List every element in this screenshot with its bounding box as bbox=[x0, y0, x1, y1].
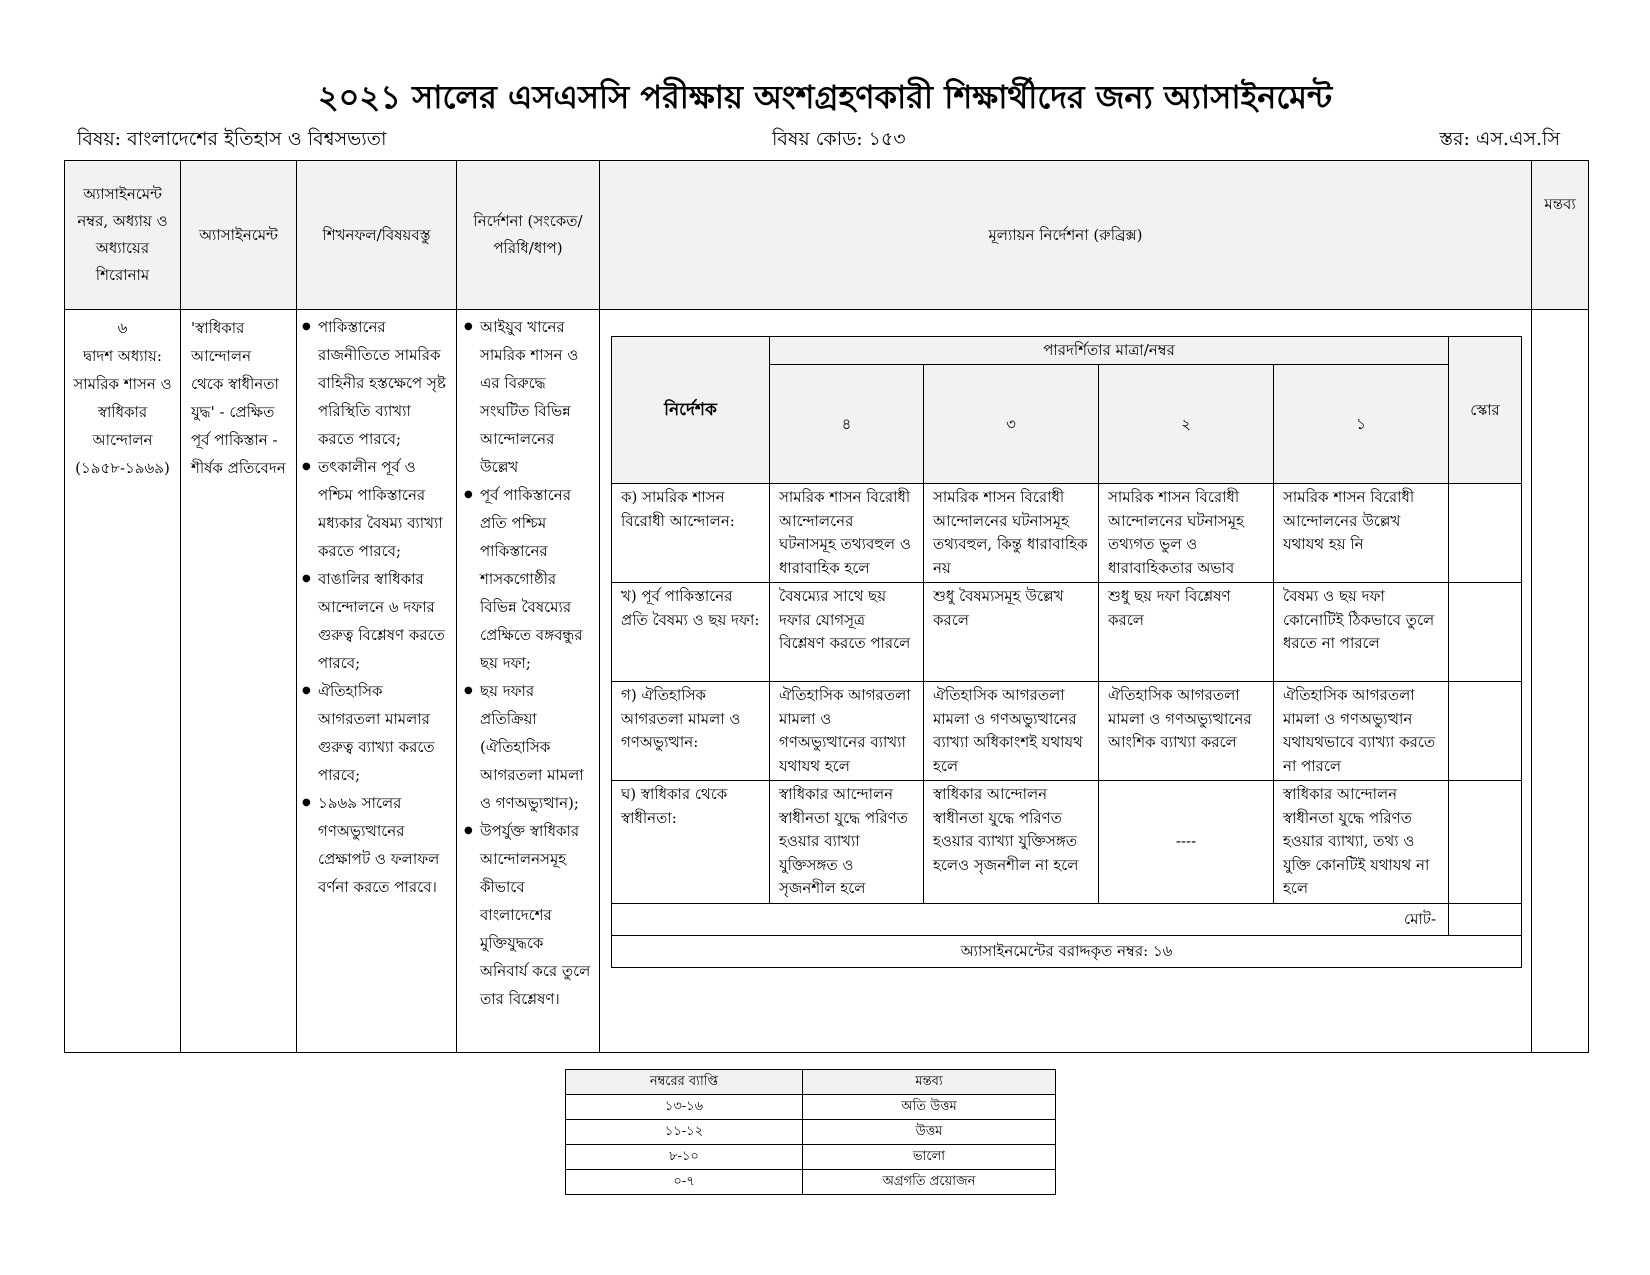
outcomes-cell bbox=[297, 310, 457, 1053]
rubric-cell: ---- bbox=[1099, 781, 1274, 904]
score-range: ০-৭ bbox=[566, 1170, 803, 1195]
instruction-item: ● উপর্যুক্ত স্বাধিকার আন্দোলনসমূহ কীভাবে বাংলাদেশের মুক্তিযুদ্ধকে অনিবার্য করে তুলে তার বিশ্লেষণ। bbox=[462, 817, 592, 1013]
rubric-cell: স্বাধিকার আন্দোলন স্বাধীনতা যুদ্ধে পরিণত হওয়ার ব্যাখ্যা, তথ্য ও যুক্তি কোনটিই যথাযথ না হলে bbox=[1274, 781, 1449, 904]
rubric-cell: সামরিক শাসন বিরোধী আন্দোলনের ঘটনাসমূহ তথ্যবহুল, কিন্তু ধারাবাহিক নয় bbox=[924, 484, 1099, 583]
subject-code-label: বিষয় কোড: ১৫৩ bbox=[772, 128, 906, 150]
rubric-cell: সামরিক শাসন বিরোধী আন্দোলনের ঘটনাসমূহ তথ্যবহুল ও ধারাবাহিক হলে bbox=[770, 484, 924, 583]
rubric-score-cell bbox=[1449, 781, 1522, 904]
rubric-score-cell bbox=[1449, 484, 1522, 583]
rubric-cell: শুধু বৈষম্যসমূহ উল্লেখ করলে bbox=[924, 583, 1099, 682]
rubric-level: ৩ bbox=[924, 365, 1099, 484]
score-remark-header: মন্তব্য bbox=[803, 1070, 1056, 1095]
rubric-row bbox=[612, 583, 1522, 682]
score-remark: উত্তম bbox=[803, 1120, 1056, 1145]
instruction-item: ● ছয় দফার প্রতিক্রিয়া (ঐতিহাসিক আগরতলা মামলা ও গণঅভ্যুত্থান); bbox=[462, 677, 592, 817]
rubric-levels-header: পারদর্শিতার মাত্রা/নম্বর bbox=[770, 337, 1449, 365]
rubric-cell bbox=[600, 310, 1532, 1053]
col-header-outcomes: শিখনফল/বিষয়বস্তু bbox=[297, 161, 457, 310]
score-row bbox=[566, 1170, 1056, 1195]
instruction-item: ● আইয়ুব খানের সামরিক শাসন ও এর বিরুদ্ধে সংঘটিত বিভিন্ন আন্দোলনের উল্লেখ bbox=[462, 313, 592, 481]
table-header-row bbox=[65, 161, 1589, 310]
rubric-score-cell bbox=[1449, 682, 1522, 781]
rubric-indicator: গ) ঐতিহাসিক আগরতলা মামলা ও গণঅভ্যুত্থান: bbox=[612, 682, 770, 781]
level-label: স্তর: এস.এস.সি bbox=[1439, 128, 1560, 150]
rubric-allocated-row bbox=[612, 935, 1522, 967]
rubric-indicator: ঘ) স্বাধিকার থেকে স্বাধীনতা: bbox=[612, 781, 770, 904]
rubric-cell: ঐতিহাসিক আগরতলা মামলা ও গণঅভ্যুত্থানের ব্যাখ্যা অধিকাংশই যথাযথ হলে bbox=[924, 682, 1099, 781]
outcome-item: ● বাঙালির স্বাধিকার আন্দোলনে ৬ দফার গুরুত্ব বিশ্লেষণ করতে পারবে; bbox=[302, 565, 449, 677]
rubric-row bbox=[612, 682, 1522, 781]
rubric-total-cell bbox=[1449, 903, 1522, 935]
instruction-item: ● পূর্ব পাকিস্তানের প্রতি পশ্চিম পাকিস্তানের শাসকগোষ্ঠীর বিভিন্ন বৈষম্যের প্রেক্ষিতে বঙ্গবন্ধুর ছয় দফা; bbox=[462, 481, 592, 677]
rubric-cell: বৈষম্য ও ছয় দফা কোনোটিই ঠিকভাবে তুলে ধরতে না পারলে bbox=[1274, 583, 1449, 682]
rubric-cell: ঐতিহাসিক আগরতলা মামলা ও গণঅভ্যুত্থানের ব্যাখ্যা যথাযথ হলে bbox=[770, 682, 924, 781]
rubric-level: ২ bbox=[1099, 365, 1274, 484]
outcome-item: ● পাকিস্তানের রাজনীতিতে সামরিক বাহিনীর হস্তক্ষেপে সৃষ্ট পরিস্থিতি ব্যাখ্যা করতে পারবে; bbox=[302, 313, 449, 453]
page-title: ২০২১ সালের এসএসসি পরীক্ষায় অংশগ্রহণকারী শিক্ষার্থীদের জন্য অ্যাসাইনমেন্ট bbox=[317, 78, 1333, 116]
score-range: ৮-১০ bbox=[566, 1145, 803, 1170]
rubric-allocated-label: অ্যাসাইনমেন্টের বরাদ্দকৃত নম্বর: ১৬ bbox=[612, 935, 1522, 967]
score-range-header: নম্বরের ব্যাপ্তি bbox=[566, 1070, 803, 1095]
score-range-table bbox=[565, 1069, 1056, 1195]
rubric-cell: ঐতিহাসিক আগরতলা মামলা ও গণঅভ্যুত্থানের আংশিক ব্যাখ্যা করলে bbox=[1099, 682, 1274, 781]
rubric-cell: স্বাধিকার আন্দোলন স্বাধীনতা যুদ্ধে পরিণত হওয়ার ব্যাখ্যা যুক্তিসঙ্গত হলেও সৃজনশীল না হলে bbox=[924, 781, 1099, 904]
remarks-cell bbox=[1532, 310, 1589, 1053]
rubric-indicator: ক) সামরিক শাসন বিরোধী আন্দোলন: bbox=[612, 484, 770, 583]
score-row bbox=[566, 1145, 1056, 1170]
rubric-level: ১ bbox=[1274, 365, 1449, 484]
rubric-score-header: স্কোর bbox=[1449, 337, 1522, 484]
rubric-indicator: খ) পূর্ব পাকিস্তানের প্রতি বৈষম্য ও ছয় দফা: bbox=[612, 583, 770, 682]
score-range: ১১-১২ bbox=[566, 1120, 803, 1145]
col-header-instructions: নির্দেশনা (সংকেত/পরিধি/ধাপ) bbox=[457, 161, 600, 310]
score-range: ১৩-১৬ bbox=[566, 1095, 803, 1120]
score-header-row bbox=[566, 1070, 1056, 1095]
rubric-total-label: মোট- bbox=[612, 903, 1449, 935]
chapter-cell bbox=[65, 310, 181, 1053]
rubric-cell: বৈষম্যের সাথে ছয় দফার যোগসূত্র বিশ্লেষণ করতে পারলে bbox=[770, 583, 924, 682]
outcome-item: ● ১৯৬৯ সালের গণঅভ্যুত্থানের প্রেক্ষাপট ও ফলাফল বর্ণনা করতে পারবে। bbox=[302, 789, 449, 901]
rubric-cell: ঐতিহাসিক আগরতলা মামলা ও গণঅভ্যুত্থান যথাযথভাবে ব্যাখ্যা করতে না পারলে bbox=[1274, 682, 1449, 781]
col-header-rubric: মূল্যায়ন নির্দেশনা (রুব্রিক্স) bbox=[600, 161, 1532, 310]
instructions-cell bbox=[457, 310, 600, 1053]
rubric-cell: সামরিক শাসন বিরোধী আন্দোলনের ঘটনাসমূহ তথ্যগত ভুল ও ধারাবাহিকতার অভাব bbox=[1099, 484, 1274, 583]
col-header-assignment: অ্যাসাইনমেন্ট bbox=[181, 161, 297, 310]
outcome-item: ● তৎকালীন পূর্ব ও পশ্চিম পাকিস্তানের মধ্যকার বৈষম্য ব্যাখ্যা করতে পারবে; bbox=[302, 453, 449, 565]
assignment-table bbox=[64, 160, 1589, 1053]
col-header-remarks: মন্তব্য bbox=[1532, 161, 1589, 310]
score-row bbox=[566, 1120, 1056, 1145]
score-remark: অগ্রগতি প্রয়োজন bbox=[803, 1170, 1056, 1195]
rubric-row bbox=[612, 781, 1522, 904]
rubric-cell: শুধু ছয় দফা বিশ্লেষণ করলে bbox=[1099, 583, 1274, 682]
rubric-indicator-header: নির্দেশক bbox=[612, 337, 770, 484]
subject-label: বিষয়: বাংলাদেশের ইতিহাস ও বিশ্বসভ্যতা bbox=[77, 128, 387, 150]
col-header-chapter: অ্যাসাইনমেন্ট নম্বর, অধ্যায় ও অধ্যায়ের শিরোনাম bbox=[65, 161, 181, 310]
assignment-cell: 'স্বাধিকার আন্দোলন থেকে স্বাধীনতা যুদ্ধ' - প্রেক্ষিত পূর্ব পাকিস্তান - শীর্ষক প্রতিবেদন bbox=[181, 310, 297, 1053]
outcome-item: ● ঐতিহাসিক আগরতলা মামলার গুরুত্ব ব্যাখ্যা করতে পারবে; bbox=[302, 677, 449, 789]
rubric-cell: সামরিক শাসন বিরোধী আন্দোলনের উল্লেখ যথাযথ হয় নি bbox=[1274, 484, 1449, 583]
rubric-table bbox=[611, 336, 1522, 968]
rubric-cell: স্বাধিকার আন্দোলন স্বাধীনতা যুদ্ধে পরিণত হওয়ার ব্যাখ্যা যুক্তিসঙ্গত ও সৃজনশীল হলে bbox=[770, 781, 924, 904]
chapter-title: দ্বাদশ অধ্যায়: সামরিক শাসন ও স্বাধিকার আন্দোলন (১৯৫৮-১৯৬৯) bbox=[73, 347, 172, 477]
chapter-number: ৬ bbox=[117, 319, 128, 337]
rubric-row bbox=[612, 484, 1522, 583]
rubric-score-cell bbox=[1449, 583, 1522, 682]
rubric-header-row bbox=[612, 337, 1522, 365]
rubric-level: ৪ bbox=[770, 365, 924, 484]
rubric-total-row bbox=[612, 903, 1522, 935]
score-remark: অতি উত্তম bbox=[803, 1095, 1056, 1120]
score-row bbox=[566, 1095, 1056, 1120]
score-remark: ভালো bbox=[803, 1145, 1056, 1170]
table-row bbox=[65, 310, 1589, 1053]
